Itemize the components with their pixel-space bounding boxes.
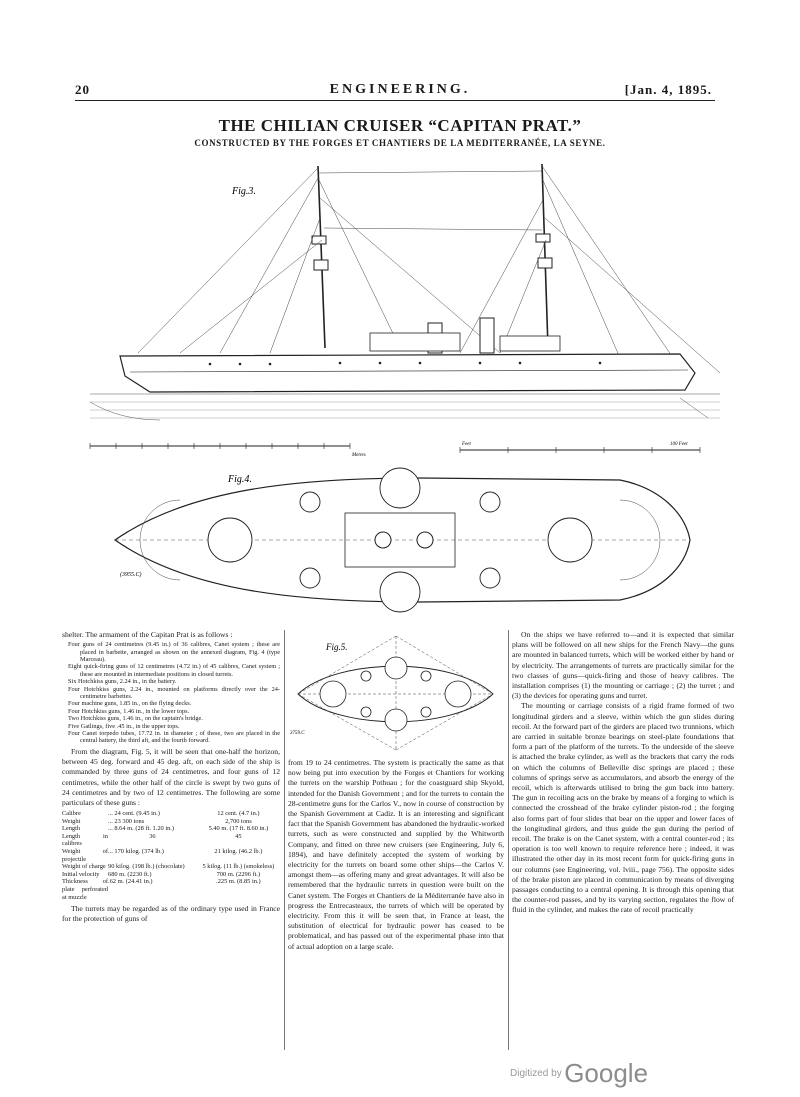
svg-text:(3955.C): (3955.C) bbox=[120, 572, 142, 578]
column-2 bbox=[288, 632, 504, 952]
armament-item: Four Hotchkiss guns, 1.46 in., in the lower tops. bbox=[68, 707, 190, 715]
col2-text: from 19 to 24 centimetres. The system is practically the same as that now being put into execution by the Forges et Chantiers for working the turrets on the warship Pothuau ; for the coastguard ship Skyold, intended for the Danish Government ; and for the turrets to contain the 28-centimetre guns for the Carlos V., now in course of construction by the Spanish Government at Cadiz. It is an interesting and significant fact that the Spanish Government has abandoned the hydraulic-worked turrets, such as were constructed and supplied by the Whitworth Company, and fitted on three new cruisers (see Engineering, July 6, 1894), and have definitely accepted the system of working by electricity for the turrets on board some other ships—the Carlos V. amongst them—as offering many and great advantages. It will also be remembered that the hydraulic turrets in question were built on the Canet system. The Forges et Chantiers de la Méditerranée have also in progress the Entrecasteaux, the turrets of which will be operated by electricity. From this it will be seen that, in France at least, the substitution of electrical for hydraulic power has ceased to be problematical, and has passed out of the experimental phase into that of actual adoption on a large scale. bbox=[288, 758, 504, 951]
svg-text:100 Feet: 100 Feet bbox=[670, 442, 688, 447]
svg-text:Metres: Metres bbox=[352, 453, 366, 458]
armament-item: Two Hotchkiss guns, 1.46 in., on the captain's bridge. bbox=[68, 715, 203, 723]
journal-title: ENGINEERING. bbox=[329, 82, 471, 97]
figure-3-elevation bbox=[80, 158, 720, 463]
page-number: 20 bbox=[75, 82, 90, 97]
google-logo: Google bbox=[564, 1058, 649, 1088]
col1-para2: From the diagram, Fig. 5, it will be seen that one-half the horizon, between 45 deg. forward and 45 deg. aft, on each side of the ship is commanded by three guns of 24 centimetres, and four guns of 12 centimetres, while the other half of the circle is swept by two guns of 24 centimetres and by two of 12 centimetres. The following are some particulars of these guns : bbox=[62, 746, 280, 807]
column-divider bbox=[284, 630, 285, 1050]
col3-para1: On the ships we have referred to—and it is expected that similar plans will be followed on all new ships for the French Navy—the guns are mounted in balanced turrets, which will be worked either by hand or by electricity. The arrangements of turrets are practically similar for the two classes of guns—quick-firing and those of heavy calibres. The installation comprises (1) the mounting or carriage ; (2) the turret ; and (3) the devices for operating guns and turret. bbox=[512, 630, 734, 701]
col1-intro: shelter. The armament of the Capitan Prat is as follows : bbox=[62, 630, 233, 639]
column-3 bbox=[512, 630, 734, 916]
table-row: Weight of projectile ... 170 kilog. (374 lb.) 21 kilog. (46.2 lb.) bbox=[62, 848, 263, 863]
table-row: Thickness of plate perforated at muzzle .62 m. (24.41 in.) .225 m. (8.85 in.) bbox=[62, 878, 261, 901]
armament-item: Six Hotchkiss guns, 2.24 in., in the battery. bbox=[68, 678, 177, 686]
table-row: Length in calibres 36 45 bbox=[62, 832, 242, 848]
armament-item: Four guns of 24 centimetres (9.45 in.) of 36 calibres, Canet system ; these are placed in barbette, arranged as shown on the annexed diagram, Fig. 4 (type Marceau). bbox=[68, 641, 280, 664]
column-divider bbox=[508, 630, 509, 1050]
armament-item: Eight quick-firing guns of 12 centimetres (4.72 in.) of 45 calibres, Canet system ; these are mounted in intermediate positions in closed turrets. bbox=[68, 663, 280, 678]
figure-5-diagram bbox=[288, 632, 504, 752]
armament-list bbox=[62, 641, 280, 745]
article-title: THE CHILIAN CRUISER “CAPITAN PRAT.” bbox=[218, 116, 582, 135]
armament-item: Four Hotchkiss guns, 2.24 in., mounted on platforms directly over the 24-centimetre barbettes. bbox=[68, 685, 280, 701]
armament-item: Five Gatlings, five .45 in., in the upper tops. bbox=[68, 722, 180, 730]
col3-para2: The mounting or carriage consists of a rigid frame formed of two longitudinal girders and a sleeve, within which the gun slides during recoil. At the forward part of the girders are placed two trunnions, which are carried in suitable bronze bearings on steel-plate foundations that form a part of the platform of the turrets. To the underside of the sleeve is attached the brake cylinder, as well as the brackets that carry the rods on which the columns of Belleville disc springs are placed ; these columns of springs serve as accumulators, and absorb the energy of the recoil, which is afterwards utilised to bring the gun back into battery. The gun in recoiling acts on the brake by means of a forging to which is connected the crosshead of the brake cylinder piston-rod ; the forging also forms part of four slides that bear on the upper and lower faces of the longitudinal girders, and thus guide the gun during the period of recoil. The brake is on the Canet system, with a central counter-rod ; its operation is too well known to require reference here ; indeed, it was illustrated the other day in its most recent form for quick-firing guns in our columns (see Engineering, vol. lviii., page 756). The opposite sides of the brake piston are placed in communication by means of diverging passages conducting to a central opening. It is through this opening that the counter-rod passes, and by its varying section, regulates the flow of fluid in the cylinder, and makes the rate of recoil practically bbox=[512, 701, 734, 915]
col1-para3: The turrets may be regarded as of the ordinary type used in France for the protection of guns of bbox=[62, 904, 280, 924]
fig4-label: Fig.4. bbox=[228, 474, 252, 485]
column-1 bbox=[62, 630, 280, 925]
table-row: Weight of charge 90 kilog. (198 lb.) (chocolate) 5 kilog. (11 lb.) (smokeless) bbox=[62, 863, 275, 871]
svg-text:Feet: Feet bbox=[462, 442, 471, 447]
issue-date: [Jan. 4, 1895. bbox=[624, 82, 712, 97]
armament-item: Four Canet torpedo tubes, 17.72 in. in diameter ; of these, two are placed in the central battery, the third aft, and the fourth forward. bbox=[68, 730, 280, 745]
table-row: Calibre ... 24 cent. (9.45 in.) 12 cent. (4.7 in.) bbox=[62, 810, 260, 818]
svg-text:3759.C: 3759.C bbox=[290, 731, 305, 736]
armament-item: Four machine guns, 1.85 in., on the flying decks. bbox=[68, 700, 192, 708]
figure-4-plan bbox=[100, 458, 700, 620]
fig5-label: Fig.5. bbox=[326, 642, 348, 652]
table-row: Length ... 8.64 m. (28 ft. 1.20 in.) 5.40 m. (17 ft. 8.60 in.) bbox=[62, 825, 269, 833]
table-row: Initial velocity 680 m. (2230 ft.) 700 m. (2296 ft.) bbox=[62, 870, 261, 878]
digitized-by-text: Digitized by Google bbox=[510, 1058, 649, 1088]
gun-particulars-table bbox=[62, 810, 280, 901]
table-row: Weight ... 23 300 tons 2,700 tons bbox=[62, 817, 252, 825]
article-subtitle: CONSTRUCTED BY THE FORGES ET CHANTIERS DE LA MEDITERRANÉE, LA SEYNE. bbox=[194, 138, 606, 148]
fig3-label: Fig.3. bbox=[232, 186, 256, 197]
header-rule bbox=[75, 100, 715, 101]
